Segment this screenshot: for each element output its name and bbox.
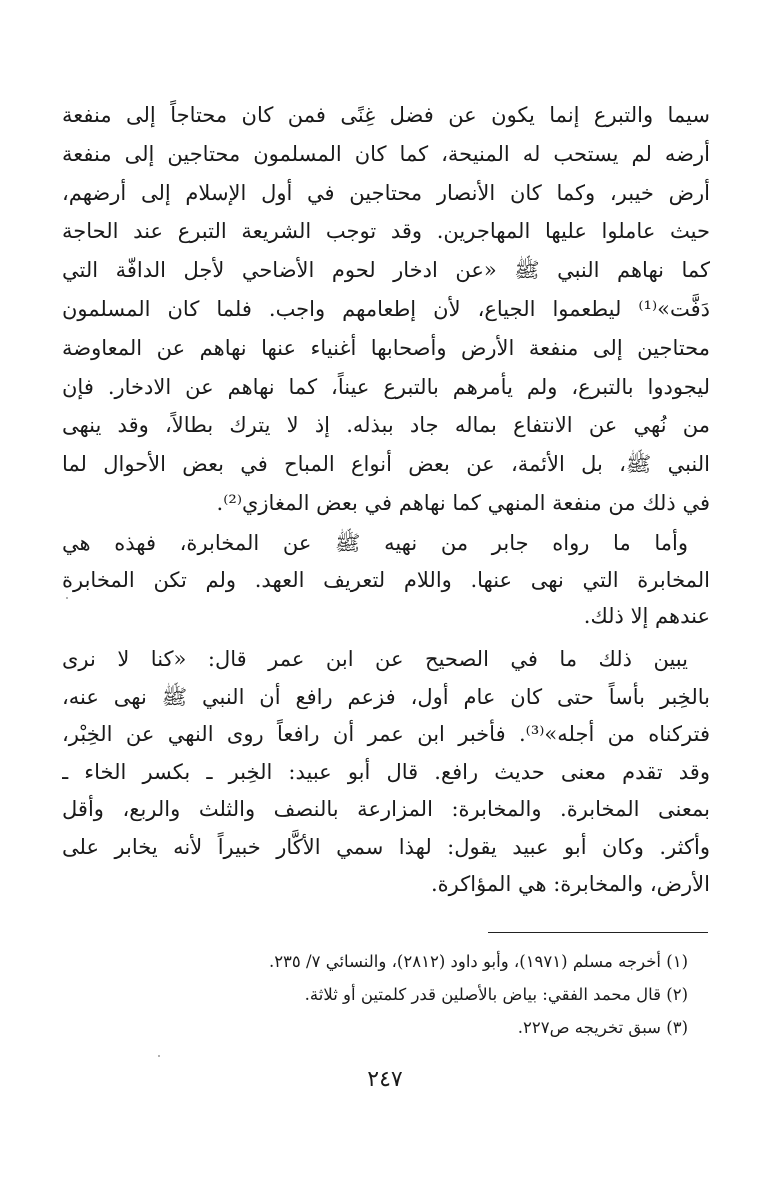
text-line: محتاجين إلى منفعة الأرض وأصحابها أغنياء عنها نهاهم عن المعاوضة (62, 335, 710, 360)
text-line: دَفَّت»⁽¹⁾ ليطعموا الجياع، لأن إطعامهم واجب. فلما كان المسلمون (62, 296, 710, 321)
footnote-separator (488, 932, 708, 933)
text-line: ليجودوا بالتبرع، ولم يأمرهم بالتبرع عيناً، كما نهاهم عن الادخار. فإن (62, 374, 710, 399)
page-number: ٢٤٧ (367, 1067, 403, 1092)
paragraph-2 (62, 525, 710, 635)
text-line: يبين ذلك ما في الصحيح عن ابن عمر قال: «كنا لا نرى (62, 647, 688, 671)
text-line: وأكثر. وكان أبو عبيد يقول: لهذا سمي الأكَّار خبيراً لأنه يخابر على (62, 834, 710, 859)
text-line: المخابرة التي نهى عنها. واللام لتعريف العهد. ولم تكن المخابرة (62, 567, 710, 592)
text-line: عندهم إلا ذلك. (583, 604, 710, 628)
footnote: (٣) سبق تخريجه ص٢٢٧. (517, 1018, 688, 1037)
text-line: الأرض، والمخابرة: هي المؤاكرة. (430, 872, 710, 896)
text-line: أرض خيبر، وكما كان الأنصار محتاجين في أول الإسلام إلى أرضهم، (62, 180, 710, 205)
paragraph-3 (62, 641, 710, 904)
text-line: بالخِبر بأساً حتى كان عام أول، فزعم رافع أن النبي ﷺ نهى عنه، (62, 684, 710, 709)
text-line: وأما ما رواه جابر من نهيه ﷺ عن المخابرة، فهذه هي (62, 531, 688, 555)
text-line: النبي ﷺ، بل الأئمة، عن بعض أنواع المباح في بعض الأحوال لما (62, 452, 710, 477)
text-line: فتركناه من أجله»⁽³⁾. فأخبر ابن عمر أن رافعاً روى النهي عن الخِبْر، (62, 722, 710, 746)
paragraph-1 (62, 96, 710, 523)
scan-speck (66, 597, 68, 599)
text-line: بمعنى المخابرة. والمخابرة: المزارعة بالنصف والثلث والربع، وأقل (62, 797, 710, 821)
text-line: سيما والتبرع إنما يكون عن فضل غِنًى فمن كان محتاجاً إلى منفعة (62, 103, 710, 127)
text-line: كما نهاهم النبي ﷺ «عن ادخار لحوم الأضاحي لأجل الدافّة التي (62, 258, 710, 283)
text-line: وقد تقدم معنى حديث رافع. قال أبو عبيد: الخِبر ـ بكسر الخاء ـ (62, 759, 710, 784)
text-line: في ذلك من منفعة المنهي كما نهاهم في بعض المغازي⁽²⁾. (216, 490, 710, 515)
text-line: من نُهي عن الانتفاع بماله جاد ببذله. إذ لا يترك بطالاً، وقد ينهى (62, 413, 710, 438)
footnote: (١) أخرجه مسلم (١٩٧١)، وأبو داود (٢٨١٢)، والنسائي ٧/ ٢٣٥. (268, 952, 688, 971)
text-line: حيث عاملوا عليها المهاجرين. وقد توجب الشريعة التبرع عند الحاجة (62, 219, 710, 244)
footnote: (٢) قال محمد الفقي: بياض بالأصلين قدر كلمتين أو ثلاثة. (304, 985, 688, 1004)
footnotes (80, 945, 688, 1044)
text-line: أرضه لم يستحب له المنيحة، كما كان المسلمون محتاجين إلى منفعة (62, 141, 710, 166)
scan-speck (158, 1055, 160, 1057)
